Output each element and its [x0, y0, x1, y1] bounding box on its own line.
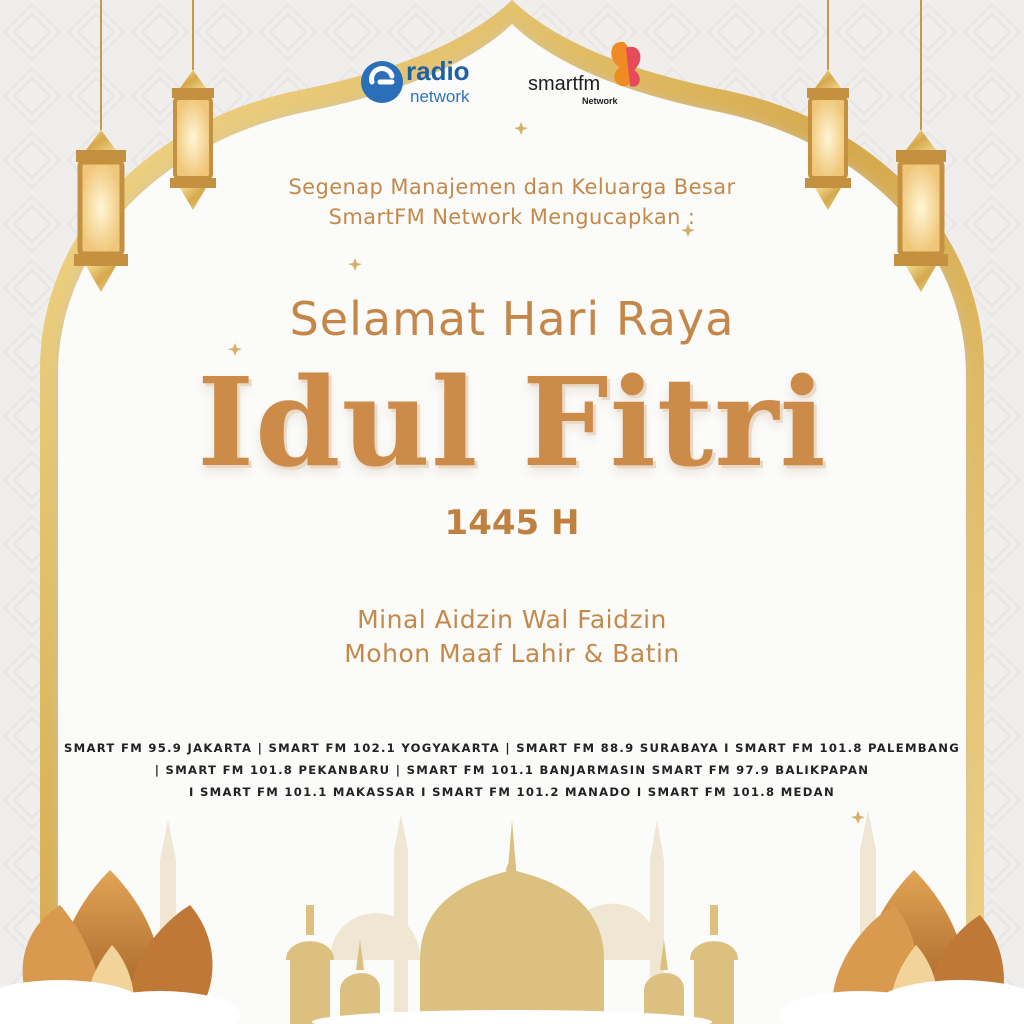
- idul-fitri-title: Idul Fitri: [197, 350, 827, 494]
- greeting-line-1: Segenap Manajemen dan Keluarga Besar: [288, 175, 736, 199]
- kg-logo-network-text: network: [410, 87, 470, 106]
- greeting-line-2: SmartFM Network Mengucapkan :: [328, 205, 696, 229]
- wishes-text: [0, 603, 1024, 671]
- selamat-heading: Selamat Hari Raya: [289, 292, 735, 346]
- greeting-text: [0, 172, 1024, 232]
- station-line-2: | SMART FM 101.8 PEKANBARU | SMART FM 101.1 BANJARMASIN SMART FM 97.9 BALIKPAPAN: [154, 763, 870, 777]
- kg-logo-radio-text: radio: [406, 56, 470, 86]
- station-list: [0, 737, 1024, 803]
- station-line-3: I SMART FM 101.1 MAKASSAR I SMART FM 101.2 MANADO I SMART FM 101.8 MEDAN: [189, 785, 835, 799]
- smartfm-logo-subtext: Network: [582, 96, 618, 106]
- kg-radio-network-logo: [358, 52, 498, 112]
- wishes-line-1: Minal Aidzin Wal Faidzin: [357, 605, 667, 634]
- smartfm-network-logo: [522, 38, 652, 110]
- wishes-line-2: Mohon Maaf Lahir & Batin: [344, 639, 680, 668]
- station-line-1: SMART FM 95.9 JAKARTA | SMART FM 102.1 YOGYAKARTA | SMART FM 88.9 SURABAYA I SMART FM 101.8 PALEMBANG: [63, 741, 961, 755]
- butterfly-icon: [611, 42, 640, 87]
- smartfm-logo-text: smartfm: [528, 73, 601, 95]
- hijri-year: 1445 H: [444, 503, 580, 543]
